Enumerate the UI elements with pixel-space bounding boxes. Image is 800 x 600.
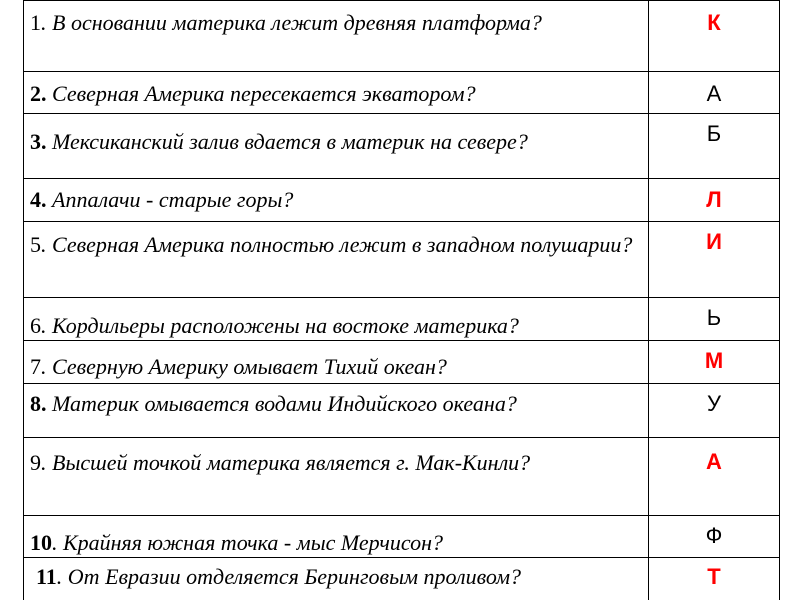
table-row [24,341,780,384]
question-body: Северная Америка пересекается экватором? [46,81,476,106]
answer-letter: Ф [705,523,723,548]
answer-cell [649,114,780,179]
question-text [24,558,648,590]
answer-cell [649,1,780,72]
question-cell [24,72,649,114]
table-row [24,516,780,558]
question-text [24,438,648,477]
question-body: . Северная Америка полностью лежит в западном полушарии? [41,232,633,257]
answer-cell [649,438,780,516]
question-number: 8. [30,391,47,416]
question-text [24,114,648,154]
answer-letter: М [704,348,724,373]
question-body: . Северную Америку омывает Тихий океан? [41,354,447,379]
answer-cell [649,558,780,600]
quiz-table-body [24,1,780,600]
question-body: . В основании материка лежит древняя платформа? [41,10,542,35]
question-text [24,341,648,380]
question-text [24,516,648,556]
question-number: 4. [30,187,47,212]
question-number: 6 [30,313,41,338]
question-number: 7 [30,354,41,379]
question-body: Материк омывается водами Индийского океана? [46,391,517,416]
answer-letter: Б [706,121,722,146]
table-row [24,114,780,179]
question-cell [24,114,649,179]
answer-letter: А [706,81,722,106]
question-cell [24,384,649,438]
table-row [24,438,780,516]
question-cell [24,558,649,600]
question-number: 9 [30,450,41,475]
answer-letter: А [706,449,722,474]
table-row [24,179,780,222]
answer-letter: Л [706,187,722,212]
question-cell [24,438,649,516]
question-body: Аппалачи - старые горы? [46,187,294,212]
question-body: Мексиканский залив вдается в материк на севере? [46,129,528,154]
answer-cell [649,298,780,341]
answer-cell [649,516,780,558]
question-text [24,1,648,36]
quiz-table [23,0,780,600]
answer-cell [649,222,780,298]
answer-letter: Т [707,564,721,589]
table-row [24,72,780,114]
table-row [24,298,780,341]
question-body: . Высшей точкой материка является г. Мак-Кинли? [41,450,531,475]
question-cell [24,179,649,222]
answer-letter: У [707,391,721,416]
question-cell [24,1,649,72]
table-row [24,222,780,298]
question-body: . Крайняя южная точка - мыс Мерчисон? [52,530,444,555]
question-body: . Кордильеры расположены на востоке материка? [41,313,519,338]
table-row [24,558,780,600]
question-cell [24,516,649,558]
answer-letter: Ь [706,305,722,330]
question-text [24,222,648,260]
table-row [24,1,780,72]
question-text [24,72,648,107]
answer-letter: К [707,10,721,35]
question-text [24,298,648,339]
answer-letter: И [706,229,722,254]
question-cell [24,222,649,298]
answer-cell [649,341,780,384]
question-body: . От Евразии отделяется Беринговым проливом? [56,564,522,589]
question-cell [24,298,649,341]
question-cell [24,341,649,384]
answer-cell [649,72,780,114]
question-number: 2. [30,81,47,106]
question-text [24,384,648,417]
question-number: 1 [30,10,41,35]
question-text [24,179,648,213]
question-number: 5 [30,232,41,257]
answer-cell [649,384,780,438]
question-number: 3. [30,129,47,154]
question-number: 11 [36,564,57,589]
table-row [24,384,780,438]
answer-cell [649,179,780,222]
question-number: 10 [30,530,52,555]
